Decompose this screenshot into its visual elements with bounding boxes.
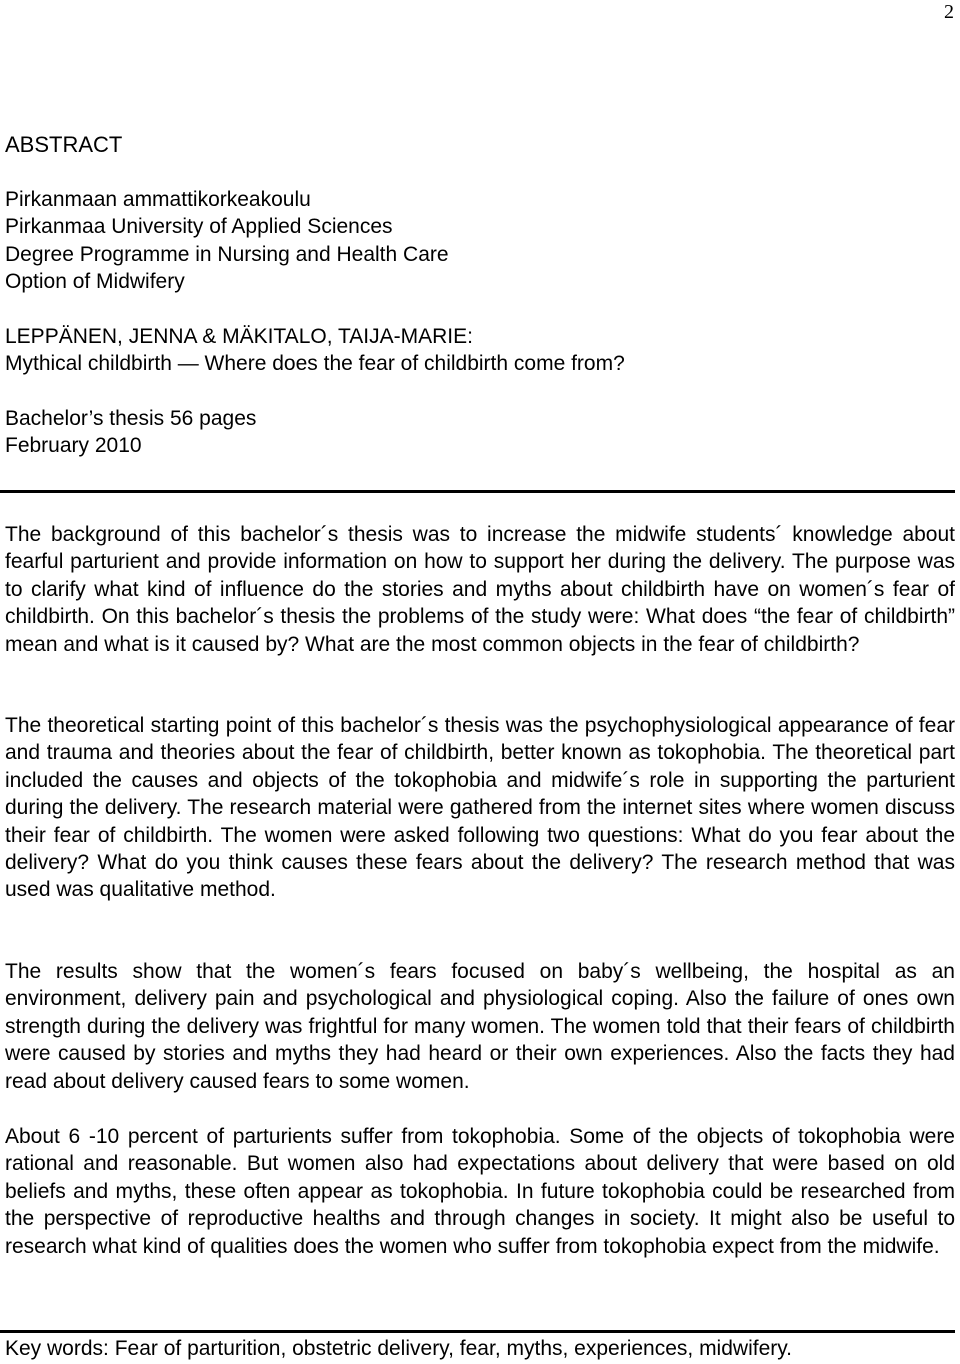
thesis-title: Mythical childbirth — Where does the fear of childbirth come from? — [5, 352, 625, 376]
thesis-type-pages: Bachelor’s thesis 56 pages — [5, 407, 257, 430]
degree-programme: Degree Programme in Nursing and Health Care — [5, 242, 449, 266]
thesis-date: February 2010 — [5, 434, 142, 458]
bottom-divider — [0, 1330, 955, 1333]
top-divider — [0, 490, 955, 493]
authors-block — [5, 323, 955, 378]
study-option: Option of Midwifery — [5, 270, 185, 294]
abstract-paragraph: The results show that the women´s fears focused on baby´s wellbeing, the hospital as an environment, delivery pain and psychological and physiological coping. Also the failure of ones own strength during the delivery was frightful for many women. The women told that their fears of childbirth were caused by stories and myths they had heard or their own experiences. Also the facts they had read about delivery caused fears to some women. — [5, 960, 955, 1093]
institution-name-english: Pirkanmaa University of Applied Sciences — [5, 215, 393, 239]
abstract-paragraph: The theoretical starting point of this bachelor´s thesis was the psychophysiological appearance of fear and trauma and theories about the fear of childbirth, better known as tokophobia. The theoretical part included the causes and objects of the tokophobia and midwife´s role in supporting the parturient during the delivery. The research material were gathered from the internet sites where women discuss their fear of childbirth. The women were asked following two questions: What do you fear about the delivery? What do you think causes these fears about the delivery? The research method that was used was qualitative method. — [5, 714, 955, 902]
thesis-meta — [5, 405, 955, 460]
abstract-paragraph: About 6 -10 percent of parturients suffer from tokophobia. Some of the objects of tokophobia were rational and reasonable. But women also had expectations about delivery that were based on old beliefs and myths, these often appear as tokophobia. In future tokophobia could be researched from the perspective of reproductive healths and through changes in society. It might also be useful to research what kind of qualities does the women who suffer from tokophobia expect from the midwife. — [5, 1125, 955, 1258]
institution-block — [5, 186, 955, 296]
abstract-heading: ABSTRACT — [5, 132, 123, 157]
keywords-line: Key words: Fear of parturition, obstetric delivery, fear, myths, experiences, midwifery. — [5, 1337, 793, 1360]
page-number: 2 — [944, 1, 954, 23]
author-names: LEPPÄNEN, JENNA & MÄKITALO, TAIJA-MARIE: — [5, 325, 473, 348]
institution-name-finnish: Pirkanmaan ammattikorkeakoulu — [5, 188, 311, 211]
abstract-paragraph: The background of this bachelor´s thesis was to increase the midwife students´ knowledge about fearful parturient and provide information on how to support her during the delivery. The purpose was to clarify what kind of influence do the stories and myths about childbirth have on women´s fear of childbirth. On this bachelor´s thesis the problems of the study were: What does “the fear of childbirth” mean and what is it caused by? What are the most common objects in the fear of childbirth? — [5, 523, 955, 656]
